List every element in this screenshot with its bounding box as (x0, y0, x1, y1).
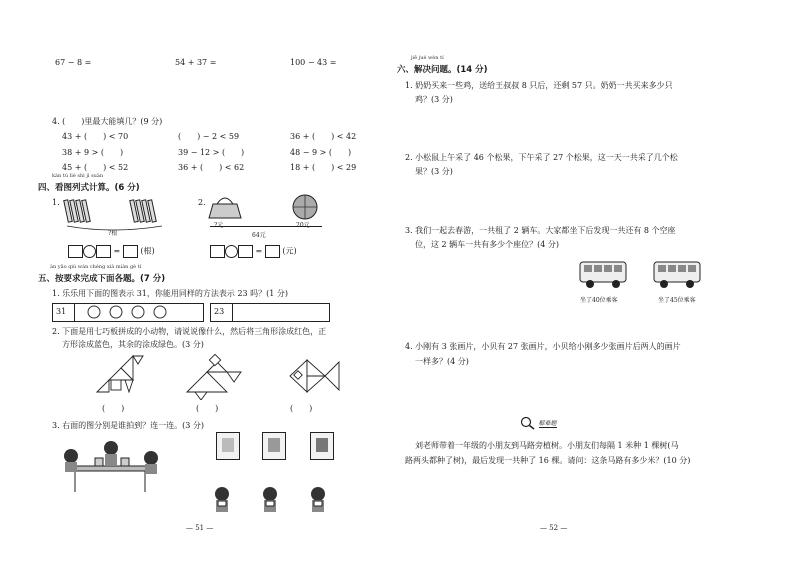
circle-icon (110, 306, 122, 318)
sec4-q1-label: ?根 (108, 230, 118, 237)
toy-photo-icon (268, 438, 280, 452)
bus-icon (652, 258, 704, 290)
sec6-q1-line1: 1. 奶奶买来一些鸡，送给王叔叔 8 只后，还剩 57 只。奶奶一共买来多少只 (405, 81, 673, 90)
sec6-q3-line1: 3. 我们一起去春游，一共租了 2 辆车。大家都坐下后发现一共还有 8 个空座 (405, 226, 676, 235)
answer-box[interactable] (96, 245, 111, 258)
calc-problem-2: 54 + 37 = (175, 58, 217, 67)
child-with-camera-icon (311, 487, 325, 512)
sec5-q3: 3. 右面的图分别是谁拍到？连一连。(3 分) (52, 421, 205, 430)
sec5-q2-line1: 2. 下面是用七巧板拼成的小动物，请说说像什么，然后将三角形涂成红色，正 (52, 327, 327, 336)
circle-icon (88, 306, 100, 318)
tangram-answer-blank[interactable]: ( ) (290, 404, 313, 413)
photo-frame-2[interactable] (262, 432, 286, 460)
sec6-q2-line2: 果？(3 分) (415, 167, 453, 176)
operator-circle[interactable] (225, 245, 238, 258)
sec6-q2-line1: 2. 小松鼠上午采了 46 个松果，下午采了 27 个松果，这一天一共采了几个松 (405, 153, 678, 162)
q4-cell: 48 − 9 > ( ) (290, 148, 352, 157)
challenge-badge (520, 416, 557, 430)
circle-icon (132, 306, 144, 318)
bus-label-1: 坐了40位乘客 (580, 297, 618, 304)
q4-cell: 36 + ( ) < 42 (290, 132, 357, 141)
challenge-line2: 路两头都种了树)，最后发现一共种了 16 棵。请问：这条马路有多少米？(10 分) (405, 456, 691, 465)
answer-box[interactable] (123, 245, 138, 258)
circle-icon (154, 306, 166, 318)
q4-cell: 36 + ( ) < 62 (178, 163, 245, 172)
stick-bundle-icon (64, 200, 90, 222)
child-icon (64, 449, 78, 472)
q4-cell: 39 − 12 > ( ) (178, 148, 245, 157)
sec4-q2-num: 2. (198, 198, 206, 207)
sec4-q2-price-left: ?元 (214, 222, 224, 229)
ball-icon (293, 195, 317, 219)
photo-frame-1[interactable] (216, 432, 240, 460)
challenge-badge-label: 解难题 (538, 420, 557, 427)
q1-box-a-label: 31 (56, 307, 67, 316)
sec6-q4-line1: 4. 小刚有 3 张画片，小贝有 27 张画片，小贝给小刚多少张画片后两人的画片 (405, 342, 681, 351)
toy-photo-icon (222, 438, 234, 452)
calc-problem-3: 100 − 43 = (290, 58, 337, 67)
calc-problem-1: 67 − 8 = (55, 58, 92, 67)
stick-bundle-icon (130, 200, 156, 222)
child-icon (144, 451, 158, 474)
sec6-q3-line2: 位，这 2 辆车一共有多少个座位？(4 分) (415, 240, 560, 249)
bus-icon (578, 258, 630, 290)
answer-box[interactable] (265, 245, 280, 258)
sec4-q1-answer-frame[interactable]: = (根) (68, 245, 155, 258)
circles-group (86, 305, 196, 319)
sec4-q2-answer-frame[interactable]: = (元) (210, 245, 297, 258)
q4-title: 4. ( )里最大能填几？(9 分) (52, 117, 163, 126)
sec5-title: 五、按要求完成下面各题。(7 分) (38, 274, 166, 284)
tangram-answer-blank[interactable]: ( ) (102, 404, 125, 413)
tangram-fish-icon (290, 360, 339, 392)
sec6-pinyin: jiě jué wèn tí (411, 55, 444, 61)
tangram-bird-icon (187, 354, 241, 400)
sec4-q1-unit: (根) (140, 246, 155, 256)
photo-frame-3[interactable] (310, 432, 334, 460)
child-with-camera-icon (263, 487, 277, 512)
sec5-pinyin: àn yāo qiú wán chéng xià miàn gè tí (50, 264, 142, 270)
answer-box[interactable] (210, 245, 225, 258)
sec4-q1-num: 1. (52, 198, 60, 207)
sec6-q4-line2: 一样多？(4 分) (415, 357, 469, 366)
challenge-line1: 刘老师带着一年级的小朋友到马路旁植树。小朋友们每隔 1 米种 1 棵树(马 (415, 441, 679, 450)
magnifier-icon (520, 416, 536, 430)
tangram-answer-blank[interactable]: ( ) (196, 404, 219, 413)
q4-cell: 45 + ( ) < 52 (62, 163, 129, 172)
q4-cell: 38 + 9 > ( ) (62, 148, 124, 157)
sec5-q2-line2: 方形涂成蓝色，其余的涂成绿色。(3 分) (62, 340, 204, 349)
answer-box[interactable] (238, 245, 253, 258)
page-number-right: — 52 — (540, 524, 568, 532)
q4-cell: 18 + ( ) < 29 (290, 163, 357, 172)
sec4-q2-unit: (元) (282, 246, 297, 256)
q4-cell: 43 + ( ) < 70 (62, 132, 129, 141)
sec4-title: 四、看图列式计算。(6 分) (38, 183, 140, 193)
bus-label-2: 坐了45位乘客 (658, 297, 696, 304)
sec5-q1: 1. 乐乐用下面的图表示 31，你能用同样的方法表示 23 吗？(1 分) (52, 289, 289, 298)
sec4-q2-price-right: 20元 (296, 222, 310, 229)
sec4-pinyin: kàn tú liè shì jì suàn (52, 173, 104, 179)
child-with-camera-icon (215, 487, 229, 512)
q1-box-b-label: 23 (214, 307, 225, 316)
sec6-q1-line2: 鸡？(3 分) (415, 95, 453, 104)
q4-cell: ( ) − 2 < 59 (178, 132, 240, 141)
children-photographers (210, 486, 345, 518)
operator-circle[interactable] (83, 245, 96, 258)
answer-box[interactable] (68, 245, 83, 258)
sec6-title: 六、解决问题。(14 分) (397, 65, 488, 75)
bag-icon (209, 198, 241, 218)
tangram-horse-icon (97, 356, 143, 392)
table-icon (69, 466, 151, 492)
tangram-figures (95, 352, 355, 400)
sec4-q2-total: 64元 (252, 232, 266, 239)
children-table-illustration (55, 438, 165, 496)
page-number-left: — 51 — (186, 524, 214, 532)
child-icon (104, 441, 118, 466)
toy-photo-icon (316, 438, 328, 452)
